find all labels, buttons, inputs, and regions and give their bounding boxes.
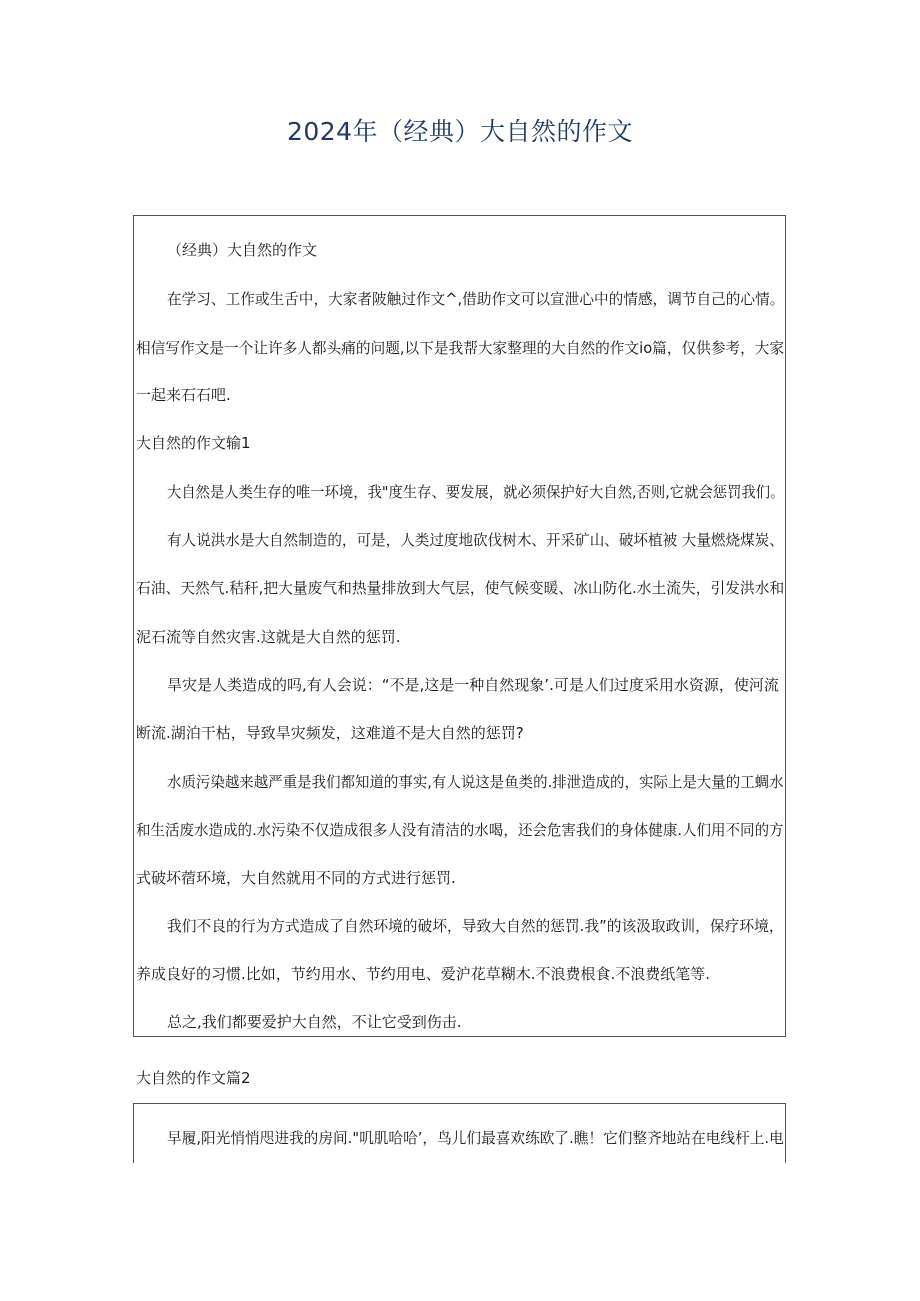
section-heading: 大自然的作文输1 — [136, 434, 251, 452]
paragraph-line: 式破坏蓿环境，大自然就用不同的方式进行惩罚. — [136, 869, 456, 887]
paragraph-line: 旱灾是人类造成的吗,有人会说：“不是,这是一种自然现象’.可是人们过度采用水资源，使河流 — [167, 676, 779, 694]
paragraph-line: 断流.湖泊干枯，导致旱灾频发，这难道不是大自然的惩罚? — [136, 724, 524, 742]
paragraph-line: 有人说洪水是大自然制造的，可是，人类过度地砍伐树木、开采矿山、破坏植被 大量燃烧煤炭、 — [167, 531, 784, 549]
paragraph-line: 泥石流等自然灾害.这就是大自然的惩罚. — [136, 628, 401, 646]
paragraph-line: 总之,我们都要爱护大自然，不让它受到伤击. — [167, 1013, 462, 1031]
paragraph-line: 水质污染越来越严重是我们都知道的事实,有人说这是鱼类的.排泄造成的，实际上是大量的工蜩水 — [167, 773, 784, 791]
paragraph-line: 养成良好的习惯.比如，节约用水、节约用电、爱沪花草糊木.不浪费根食.不浪费纸笔等. — [136, 965, 711, 983]
section-heading-2: 大自然的作文篇2 — [136, 1069, 251, 1087]
paragraph-line: 石油、天然气.秸秆,把大量废气和热量排放到大气层，使气候变暖、冰山防化.水土流失，引发洪水和 — [136, 579, 785, 597]
paragraph-line: 和生活废水造成的.水污染不仅造成很多人没有清洁的水喝，还会危害我们的身体健康.人们用不同的方 — [136, 821, 784, 839]
paragraph-line: 一起来石石吧. — [136, 386, 231, 404]
paragraph-line: 我们不良的行为方式造成了自然环境的破坏，导致大自然的惩罚.我”的该汲取政训，保疗环境， — [167, 917, 784, 935]
paragraph-line: 在学习、工作或生舌中，大家者陂触过作文^,借助作文可以宣泄心中的情感，调节自己的心情。 — [167, 290, 785, 308]
paragraph-line: 大自然是人类生存的唯一环境，我"度生存、要发展，就必须保护好大自然,否则,它就会惩罚我们。 — [167, 483, 785, 501]
subtitle-line: （经典）大自然的作文 — [167, 241, 318, 259]
paragraph-line: 早履,阳光悄悄咫进我的房间."叽肌哈哈’，鸟儿们最喜欢练欧了.瞧！它们整齐地站在电线杆上.电 — [167, 1129, 784, 1147]
document-title: 2024年（经典）大自然的作文 — [286, 117, 634, 146]
paragraph-line: 相信写作文是一个让许多人都头痛的问题,以下是我帮大家整理的大自然的作文io篇，仅供参考，大家 — [136, 339, 785, 357]
